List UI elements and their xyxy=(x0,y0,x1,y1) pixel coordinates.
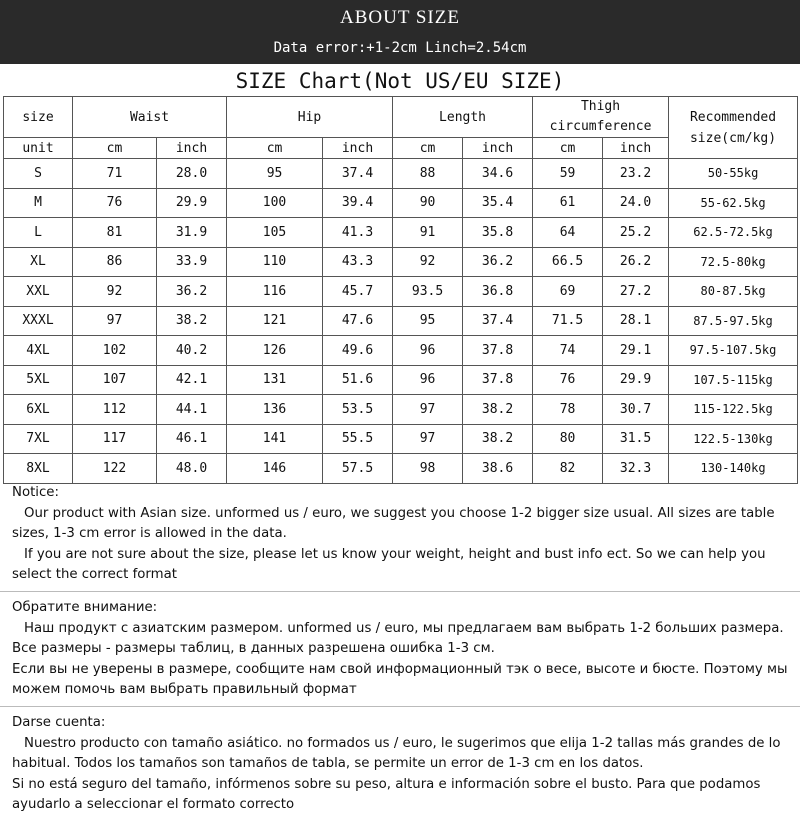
hip-inch-cell: 47.6 xyxy=(323,306,393,336)
recommended-cell: 97.5-107.5kg xyxy=(669,336,798,366)
size-cell: 5XL xyxy=(4,365,73,395)
hip-inch-header: inch xyxy=(323,138,393,159)
length-cm-cell: 97 xyxy=(393,424,463,454)
notice-es-heading: Darse cuenta: xyxy=(12,714,106,730)
waist-inch-cell: 29.9 xyxy=(157,188,227,218)
waist-inch-cell: 40.2 xyxy=(157,336,227,366)
hip-cm-cell: 146 xyxy=(227,454,323,484)
hip-inch-cell: 53.5 xyxy=(323,395,393,425)
hip-cm-cell: 95 xyxy=(227,159,323,189)
waist-cm-cell: 71 xyxy=(73,159,157,189)
thigh-inch-cell: 25.2 xyxy=(603,218,669,248)
table-row xyxy=(4,277,798,307)
notice-en-paragraph-2: If you are not sure about the size, please let us know your weight, height and bust info ect. So we can help you select the correct format xyxy=(12,546,766,583)
thigh-cm-cell: 76 xyxy=(533,365,603,395)
length-inch-header: inch xyxy=(463,138,533,159)
hip-cm-header: cm xyxy=(227,138,323,159)
waist-inch-cell: 38.2 xyxy=(157,306,227,336)
recommended-cell: 80-87.5kg xyxy=(669,277,798,307)
thigh-inch-cell: 30.7 xyxy=(603,395,669,425)
length-inch-cell: 34.6 xyxy=(463,159,533,189)
thigh-cm-cell: 78 xyxy=(533,395,603,425)
length-inch-cell: 38.6 xyxy=(463,454,533,484)
hip-cm-cell: 116 xyxy=(227,277,323,307)
length-cm-cell: 95 xyxy=(393,306,463,336)
recommended-cell: 115-122.5kg xyxy=(669,395,798,425)
thigh-cm-cell: 61 xyxy=(533,188,603,218)
thigh-inch-cell: 29.1 xyxy=(603,336,669,366)
waist-cm-cell: 122 xyxy=(73,454,157,484)
waist-cm-cell: 81 xyxy=(73,218,157,248)
size-cell: S xyxy=(4,159,73,189)
waist-inch-cell: 48.0 xyxy=(157,454,227,484)
header-banner xyxy=(0,0,800,64)
recommended-cell: 50-55kg xyxy=(669,159,798,189)
length-cm-cell: 88 xyxy=(393,159,463,189)
size-header: size xyxy=(4,97,73,138)
size-cell: XXXL xyxy=(4,306,73,336)
waist-cm-cell: 92 xyxy=(73,277,157,307)
waist-cm-cell: 76 xyxy=(73,188,157,218)
size-cell: 6XL xyxy=(4,395,73,425)
thigh-inch-cell: 24.0 xyxy=(603,188,669,218)
thigh-inch-header: inch xyxy=(603,138,669,159)
length-cm-cell: 96 xyxy=(393,365,463,395)
waist-cm-cell: 86 xyxy=(73,247,157,277)
length-header: Length xyxy=(393,97,533,138)
hip-cm-cell: 141 xyxy=(227,424,323,454)
table-row xyxy=(4,424,798,454)
thigh-cm-cell: 69 xyxy=(533,277,603,307)
waist-cm-cell: 117 xyxy=(73,424,157,454)
thigh-inch-cell: 27.2 xyxy=(603,277,669,307)
table-row xyxy=(4,395,798,425)
hip-cm-cell: 121 xyxy=(227,306,323,336)
waist-header: Waist xyxy=(73,97,227,138)
waist-inch-cell: 42.1 xyxy=(157,365,227,395)
length-cm-header: cm xyxy=(393,138,463,159)
hip-inch-cell: 51.6 xyxy=(323,365,393,395)
size-cell: XXL xyxy=(4,277,73,307)
notice-es-paragraph-2: Si no está seguro del tamaño, infórmenos sobre su peso, altura e información sobre el busto. Para que podamos ayudarlo a seleccionar el formato correcto xyxy=(12,776,761,813)
waist-inch-cell: 46.1 xyxy=(157,424,227,454)
divider xyxy=(0,591,800,592)
recommended-cell: 122.5-130kg xyxy=(669,424,798,454)
thigh-cm-cell: 66.5 xyxy=(533,247,603,277)
length-cm-cell: 91 xyxy=(393,218,463,248)
divider xyxy=(0,706,800,707)
size-cell: L xyxy=(4,218,73,248)
waist-inch-cell: 31.9 xyxy=(157,218,227,248)
waist-inch-cell: 36.2 xyxy=(157,277,227,307)
thigh-cm-header: cm xyxy=(533,138,603,159)
thigh-header-line2: circumference xyxy=(549,119,652,134)
thigh-cm-cell: 64 xyxy=(533,218,603,248)
table-row xyxy=(4,188,798,218)
notice-ru-paragraph-1: Наш продукт с азиатским размером. unformed us / euro, мы предлагаем вам выбрать 1-2 больших размера. Все размеры - размеры таблиц, в данных разрешена ошибка 1-3 см. xyxy=(12,620,784,657)
hip-cm-cell: 136 xyxy=(227,395,323,425)
recommended-cell: 107.5-115kg xyxy=(669,365,798,395)
notice-section xyxy=(12,483,792,816)
thigh-inch-cell: 26.2 xyxy=(603,247,669,277)
hip-cm-cell: 131 xyxy=(227,365,323,395)
notice-ru-paragraph-2: Если вы не уверены в размере, сообщите нам свой информационный тэк о весе, высоте и бюсте. Поэтому мы можем помочь вам выбрать правильный формат xyxy=(12,661,788,698)
length-inch-cell: 35.8 xyxy=(463,218,533,248)
thigh-inch-cell: 23.2 xyxy=(603,159,669,189)
recommended-cell: 72.5-80kg xyxy=(669,247,798,277)
table-row xyxy=(4,336,798,366)
hip-inch-cell: 41.3 xyxy=(323,218,393,248)
recommended-cell: 62.5-72.5kg xyxy=(669,218,798,248)
length-inch-cell: 36.2 xyxy=(463,247,533,277)
hip-cm-cell: 126 xyxy=(227,336,323,366)
length-cm-cell: 97 xyxy=(393,395,463,425)
length-inch-cell: 38.2 xyxy=(463,424,533,454)
thigh-inch-cell: 32.3 xyxy=(603,454,669,484)
waist-cm-header: cm xyxy=(73,138,157,159)
table-row xyxy=(4,247,798,277)
thigh-header-line1: Thigh xyxy=(580,99,621,114)
size-cell: 4XL xyxy=(4,336,73,366)
waist-inch-cell: 28.0 xyxy=(157,159,227,189)
length-cm-cell: 96 xyxy=(393,336,463,366)
length-cm-cell: 98 xyxy=(393,454,463,484)
header-title: ABOUT SIZE xyxy=(340,7,460,28)
hip-inch-cell: 37.4 xyxy=(323,159,393,189)
waist-cm-cell: 97 xyxy=(73,306,157,336)
recommended-header: Recommended size(cm/kg) xyxy=(669,97,798,159)
hip-cm-cell: 105 xyxy=(227,218,323,248)
recommended-cell: 55-62.5kg xyxy=(669,188,798,218)
hip-inch-cell: 43.3 xyxy=(323,247,393,277)
hip-cm-cell: 110 xyxy=(227,247,323,277)
thigh-inch-cell: 31.5 xyxy=(603,424,669,454)
hip-inch-cell: 57.5 xyxy=(323,454,393,484)
size-table-body xyxy=(4,159,798,484)
thigh-cm-cell: 74 xyxy=(533,336,603,366)
thigh-cm-cell: 71.5 xyxy=(533,306,603,336)
length-inch-cell: 36.8 xyxy=(463,277,533,307)
length-inch-cell: 37.8 xyxy=(463,336,533,366)
size-cell: XL xyxy=(4,247,73,277)
hip-header: Hip xyxy=(227,97,393,138)
length-cm-cell: 93.5 xyxy=(393,277,463,307)
size-cell: 7XL xyxy=(4,424,73,454)
hip-cm-cell: 100 xyxy=(227,188,323,218)
waist-cm-cell: 102 xyxy=(73,336,157,366)
size-chart-title: SIZE Chart(Not US/EU SIZE) xyxy=(235,69,565,93)
waist-cm-cell: 107 xyxy=(73,365,157,395)
thigh-cm-cell: 82 xyxy=(533,454,603,484)
waist-cm-cell: 112 xyxy=(73,395,157,425)
table-row xyxy=(4,218,798,248)
length-inch-cell: 37.4 xyxy=(463,306,533,336)
thigh-header xyxy=(533,97,669,138)
hip-inch-cell: 45.7 xyxy=(323,277,393,307)
unit-header: unit xyxy=(4,138,73,159)
length-inch-cell: 35.4 xyxy=(463,188,533,218)
recommended-cell: 87.5-97.5kg xyxy=(669,306,798,336)
waist-inch-cell: 44.1 xyxy=(157,395,227,425)
table-row xyxy=(4,306,798,336)
size-cell: M xyxy=(4,188,73,218)
recommended-cell: 130-140kg xyxy=(669,454,798,484)
table-row xyxy=(4,365,798,395)
size-cell: 8XL xyxy=(4,454,73,484)
notice-en-paragraph-1: Our product with Asian size. unformed us / euro, we suggest you choose 1-2 bigger size usual. All sizes are table sizes, 1-3 cm error is allowed in the data. xyxy=(12,505,775,542)
hip-inch-cell: 49.6 xyxy=(323,336,393,366)
notice-es-paragraph-1: Nuestro producto con tamaño asiático. no formados us / euro, le sugerimos que elija 1-2 tallas más grandes de lo habitual. Todos los tamaños son tamaños de tabla, se permite un error de 1-3 cm en los datos. xyxy=(12,735,781,772)
length-inch-cell: 38.2 xyxy=(463,395,533,425)
size-table xyxy=(3,96,798,484)
table-row xyxy=(4,159,798,189)
length-cm-cell: 92 xyxy=(393,247,463,277)
hip-inch-cell: 39.4 xyxy=(323,188,393,218)
thigh-inch-cell: 28.1 xyxy=(603,306,669,336)
waist-inch-header: inch xyxy=(157,138,227,159)
table-row xyxy=(4,454,798,484)
waist-inch-cell: 33.9 xyxy=(157,247,227,277)
length-inch-cell: 37.8 xyxy=(463,365,533,395)
thigh-inch-cell: 29.9 xyxy=(603,365,669,395)
length-cm-cell: 90 xyxy=(393,188,463,218)
hip-inch-cell: 55.5 xyxy=(323,424,393,454)
notice-ru-heading: Обратите внимание: xyxy=(12,599,158,615)
header-subtitle: Data error:+1-2cm Linch=2.54cm xyxy=(273,40,527,56)
notice-en-heading: Notice: xyxy=(12,485,59,500)
thigh-cm-cell: 80 xyxy=(533,424,603,454)
thigh-cm-cell: 59 xyxy=(533,159,603,189)
